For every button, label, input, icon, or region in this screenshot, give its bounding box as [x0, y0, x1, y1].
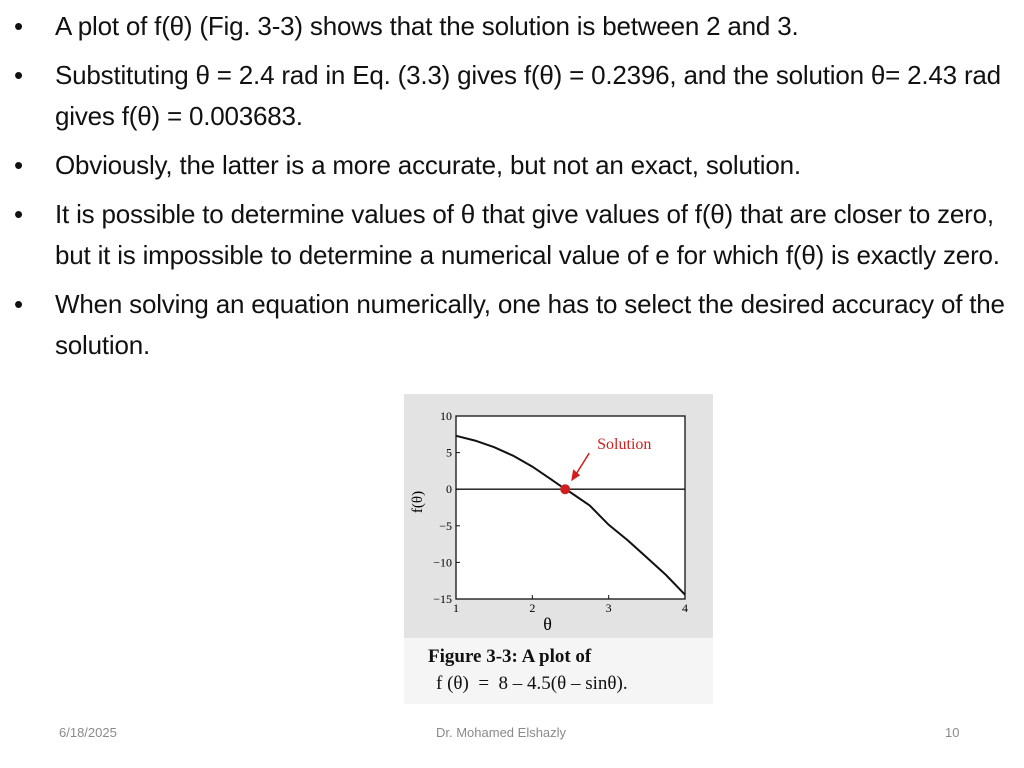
bullet-item [14, 194, 1014, 276]
function-plot-chart [404, 394, 713, 638]
y-axis-label: f(θ) [410, 490, 426, 514]
bullet-text: A plot of f(θ) (Fig. 3-3) shows that the solution is between 2 and 3. [55, 11, 799, 41]
bullet-marker: • [14, 199, 23, 229]
bullet-list [14, 6, 1014, 374]
solution-label: Solution [597, 436, 652, 454]
footer-date: 6/18/2025 [59, 725, 117, 740]
footer-author: Dr. Mohamed Elshazly [436, 725, 567, 740]
x-tick-label: 1 [453, 601, 459, 615]
bullet-item [14, 284, 1014, 366]
figure-caption-title: Figure 3-3: A plot of [428, 646, 592, 667]
figure-caption-formula: f (θ) = 8 – 4.5(θ – sinθ). [436, 673, 628, 694]
figure-plot [404, 394, 713, 638]
bullet-item [14, 55, 1014, 137]
y-tick-label: −5 [439, 518, 452, 533]
bullet-item [14, 145, 1014, 186]
x-axis-label: θ [543, 614, 552, 634]
bullet-marker: • [14, 60, 23, 90]
x-tick-label: 4 [682, 601, 688, 615]
bullet-text: Obviously, the latter is a more accurate, but not an exact, solution. [55, 150, 801, 180]
x-tick-label: 3 [605, 601, 612, 615]
bullet-text: It is possible to determine values of θ that give values of f(θ) that are closer to zero, but it is impossible to determine a numerical value of e for which f(θ) is exactly zero. [55, 199, 1000, 270]
x-tick-label: 2 [529, 601, 536, 615]
bullet-text: Substituting θ = 2.4 rad in Eq. (3.3) gives f(θ) = 0.2396, and the solution θ= 2.43 rad gives f(θ) = 0.003683. [55, 60, 1001, 131]
bullet-item [14, 6, 1014, 47]
bullet-text: When solving an equation numerically, one has to select the desired accuracy of the solution. [55, 289, 1005, 360]
bullet-marker: • [14, 11, 23, 41]
y-tick-label: −10 [433, 555, 452, 570]
bullet-marker: • [14, 289, 23, 319]
bullet-marker: • [14, 150, 23, 180]
footer-page-number: 10 [945, 725, 960, 740]
y-tick-label: 5 [446, 445, 452, 460]
y-tick-label: 0 [446, 482, 452, 497]
figure-caption [404, 638, 713, 704]
y-tick-label: 10 [440, 409, 452, 423]
solution-point [560, 484, 570, 494]
y-tick-label: −15 [433, 592, 452, 606]
